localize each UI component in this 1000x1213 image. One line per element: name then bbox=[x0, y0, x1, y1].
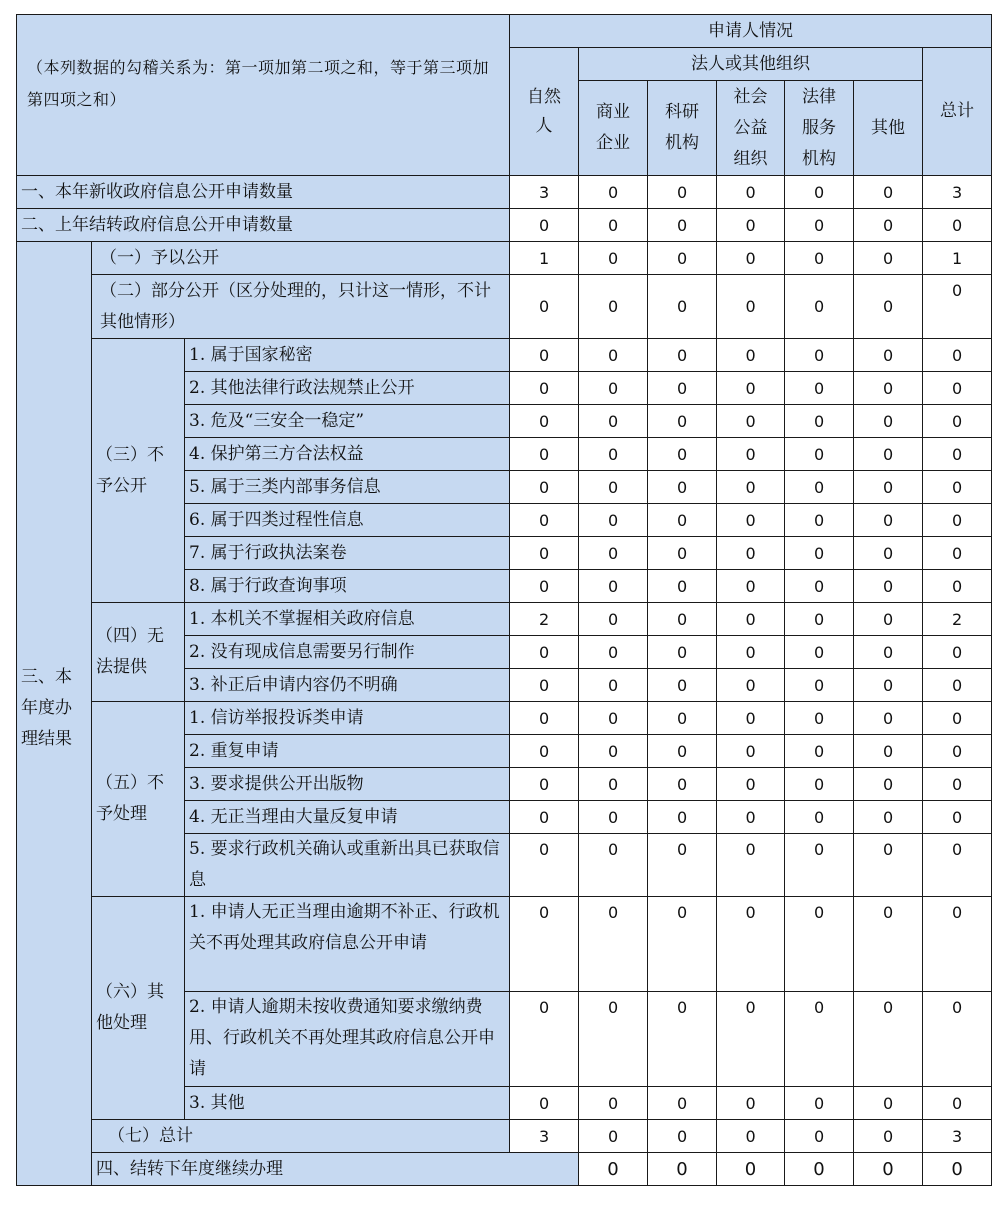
other-value: 0 bbox=[854, 992, 923, 1087]
other-value: 0 bbox=[854, 1087, 923, 1120]
business-value: 0 bbox=[579, 176, 648, 209]
natural-person-label: 自然人 bbox=[527, 86, 562, 136]
business-value: 0 bbox=[579, 992, 648, 1087]
business-value: 0 bbox=[579, 275, 648, 339]
other-header: 其他 bbox=[854, 81, 923, 176]
other-value: 0 bbox=[854, 209, 923, 242]
natural-person-value: 0 bbox=[510, 897, 579, 992]
other-value: 0 bbox=[854, 570, 923, 603]
other-value: 0 bbox=[854, 372, 923, 405]
total-header: 总计 bbox=[923, 48, 992, 176]
natural-person-value: 0 bbox=[510, 834, 579, 897]
row-label: 二、上年结转政府信息公开申请数量 bbox=[17, 209, 510, 242]
research-value: 0 bbox=[648, 603, 717, 636]
total-value: 3 bbox=[923, 1120, 992, 1153]
other-value: 0 bbox=[854, 471, 923, 504]
research-value: 0 bbox=[648, 801, 717, 834]
other-value: 0 bbox=[854, 768, 923, 801]
row-label: 1. 信访举报投诉类申请 bbox=[185, 702, 510, 735]
total-value: 0 bbox=[923, 438, 992, 471]
business-value: 0 bbox=[579, 504, 648, 537]
social-welfare-value: 0 bbox=[717, 735, 785, 768]
business-value: 0 bbox=[579, 570, 648, 603]
table-row bbox=[17, 275, 992, 339]
total-value: 0 bbox=[923, 275, 992, 339]
business-value: 0 bbox=[579, 438, 648, 471]
total-value: 0 bbox=[923, 537, 992, 570]
research-value: 0 bbox=[648, 834, 717, 897]
social-welfare-value: 0 bbox=[717, 471, 785, 504]
social-welfare-value: 0 bbox=[785, 1153, 854, 1186]
legal-service-value: 0 bbox=[785, 570, 854, 603]
natural-person-value: 0 bbox=[510, 438, 579, 471]
research-value: 0 bbox=[648, 471, 717, 504]
row-label: 3. 危及“三安全一稳定” bbox=[185, 405, 510, 438]
business-value: 0 bbox=[579, 537, 648, 570]
business-value: 0 bbox=[579, 603, 648, 636]
total-value: 1 bbox=[923, 242, 992, 275]
row-label: 4. 无正当理由大量反复申请 bbox=[185, 801, 510, 834]
legal-service-value: 0 bbox=[785, 1087, 854, 1120]
table-row bbox=[17, 897, 992, 992]
legal-service-value: 0 bbox=[785, 768, 854, 801]
other-value: 0 bbox=[854, 834, 923, 897]
group-label: （五）不予处理 bbox=[92, 702, 185, 897]
other-value: 0 bbox=[854, 176, 923, 209]
natural-person-value: 0 bbox=[510, 405, 579, 438]
research-value: 0 bbox=[648, 242, 717, 275]
legal-service-value: 0 bbox=[785, 801, 854, 834]
other-value: 0 bbox=[854, 801, 923, 834]
table-row bbox=[17, 339, 992, 372]
total-value: 2 bbox=[923, 603, 992, 636]
business-label: 商业企业 bbox=[596, 102, 631, 153]
legal-service-value: 0 bbox=[785, 735, 854, 768]
row-label: 5. 要求行政机关确认或重新出具已获取信息 bbox=[185, 834, 510, 897]
research-value: 0 bbox=[648, 1087, 717, 1120]
other-value: 0 bbox=[854, 897, 923, 992]
applicant-status-header: 申请人情况 bbox=[510, 15, 992, 48]
social-welfare-value: 0 bbox=[717, 372, 785, 405]
other-value: 0 bbox=[854, 275, 923, 339]
social-welfare-value: 0 bbox=[717, 570, 785, 603]
business-value: 0 bbox=[579, 209, 648, 242]
note-cell bbox=[17, 15, 510, 176]
legal-service-value: 0 bbox=[785, 438, 854, 471]
natural-person-value: 0 bbox=[510, 471, 579, 504]
social-welfare-value: 0 bbox=[717, 1087, 785, 1120]
row-label: （七）总计 bbox=[92, 1120, 510, 1153]
row-label: 7. 属于行政执法案卷 bbox=[185, 537, 510, 570]
natural-person-value: 0 bbox=[510, 735, 579, 768]
social-welfare-value: 0 bbox=[717, 992, 785, 1087]
legal-service-value: 0 bbox=[785, 702, 854, 735]
statistics-table bbox=[16, 14, 992, 1186]
research-value: 0 bbox=[648, 669, 717, 702]
row-label: 2. 没有现成信息需要另行制作 bbox=[185, 636, 510, 669]
other-value: 0 bbox=[854, 636, 923, 669]
research-value: 0 bbox=[648, 768, 717, 801]
business-value: 0 bbox=[648, 1153, 717, 1186]
legal-service-value: 0 bbox=[785, 176, 854, 209]
total-value: 0 bbox=[923, 209, 992, 242]
social-welfare-value: 0 bbox=[717, 275, 785, 339]
natural-person-value: 3 bbox=[510, 176, 579, 209]
social-welfare-value: 0 bbox=[717, 1120, 785, 1153]
research-value: 0 bbox=[648, 897, 717, 992]
research-value: 0 bbox=[648, 438, 717, 471]
total-value: 0 bbox=[923, 372, 992, 405]
group-label: （四）无法提供 bbox=[92, 603, 185, 702]
research-value: 0 bbox=[648, 504, 717, 537]
row-label: 3. 补正后申请内容仍不明确 bbox=[185, 669, 510, 702]
research-value: 0 bbox=[648, 735, 717, 768]
social-welfare-value: 0 bbox=[717, 669, 785, 702]
social-welfare-value: 0 bbox=[717, 504, 785, 537]
legal-person-group-header: 法人或其他组织 bbox=[579, 48, 923, 81]
legal-service-value: 0 bbox=[785, 1120, 854, 1153]
legal-service-value: 0 bbox=[785, 339, 854, 372]
other-value: 0 bbox=[854, 242, 923, 275]
legal-service-value: 0 bbox=[785, 603, 854, 636]
natural-person-value: 0 bbox=[510, 537, 579, 570]
social-welfare-value: 0 bbox=[717, 603, 785, 636]
table-row bbox=[17, 209, 992, 242]
research-value: 0 bbox=[648, 275, 717, 339]
table-row bbox=[17, 1153, 992, 1186]
other-value: 0 bbox=[854, 504, 923, 537]
research-value: 0 bbox=[648, 636, 717, 669]
social-welfare-value: 0 bbox=[717, 834, 785, 897]
natural-person-header bbox=[510, 48, 579, 176]
natural-person-value: 0 bbox=[510, 768, 579, 801]
natural-person-value: 0 bbox=[510, 209, 579, 242]
social-welfare-value: 0 bbox=[717, 176, 785, 209]
social-welfare-value: 0 bbox=[717, 209, 785, 242]
legal-service-value: 0 bbox=[785, 471, 854, 504]
table-row bbox=[17, 242, 992, 275]
row-label: 1. 属于国家秘密 bbox=[185, 339, 510, 372]
total-value: 0 bbox=[923, 992, 992, 1087]
row-label: 4. 保护第三方合法权益 bbox=[185, 438, 510, 471]
social-welfare-header bbox=[717, 81, 785, 176]
legal-service-value: 0 bbox=[785, 209, 854, 242]
natural-person-value: 0 bbox=[579, 1153, 648, 1186]
business-value: 0 bbox=[579, 1087, 648, 1120]
row-label: 8. 属于行政查询事项 bbox=[185, 570, 510, 603]
research-value: 0 bbox=[648, 537, 717, 570]
legal-service-value: 0 bbox=[785, 372, 854, 405]
business-value: 0 bbox=[579, 636, 648, 669]
natural-person-value: 0 bbox=[510, 801, 579, 834]
research-value: 0 bbox=[648, 1120, 717, 1153]
other-value: 0 bbox=[854, 405, 923, 438]
group-label: （六）其他处理 bbox=[92, 897, 185, 1120]
research-value: 0 bbox=[648, 176, 717, 209]
research-label: 科研机构 bbox=[665, 102, 700, 153]
total-value: 0 bbox=[923, 636, 992, 669]
natural-person-value: 0 bbox=[510, 669, 579, 702]
other-value: 0 bbox=[854, 702, 923, 735]
total-value: 0 bbox=[923, 570, 992, 603]
total-value: 0 bbox=[923, 504, 992, 537]
research-value: 0 bbox=[648, 405, 717, 438]
social-welfare-value: 0 bbox=[717, 636, 785, 669]
legal-service-value: 0 bbox=[785, 242, 854, 275]
natural-person-value: 0 bbox=[510, 1087, 579, 1120]
business-value: 0 bbox=[579, 242, 648, 275]
natural-person-value: 0 bbox=[510, 570, 579, 603]
natural-person-value: 3 bbox=[510, 1120, 579, 1153]
row-label: 1. 本机关不掌握相关政府信息 bbox=[185, 603, 510, 636]
total-value: 0 bbox=[923, 801, 992, 834]
social-welfare-value: 0 bbox=[717, 897, 785, 992]
total-value: 0 bbox=[923, 405, 992, 438]
other-value: 0 bbox=[854, 339, 923, 372]
research-value: 0 bbox=[648, 702, 717, 735]
table-row bbox=[17, 176, 992, 209]
row-label: 一、本年新收政府信息公开申请数量 bbox=[17, 176, 510, 209]
row-label: 5. 属于三类内部事务信息 bbox=[185, 471, 510, 504]
table-row bbox=[17, 603, 992, 636]
legal-service-label: 法律服务机构 bbox=[802, 86, 837, 169]
natural-person-value: 0 bbox=[510, 372, 579, 405]
total-value: 0 bbox=[923, 471, 992, 504]
research-value: 0 bbox=[648, 209, 717, 242]
research-value: 0 bbox=[648, 570, 717, 603]
row-label: 2. 重复申请 bbox=[185, 735, 510, 768]
business-value: 0 bbox=[579, 801, 648, 834]
section-3-label: 三、本年度办理结果 bbox=[17, 242, 92, 1186]
research-header bbox=[648, 81, 717, 176]
other-value: 0 bbox=[854, 438, 923, 471]
business-value: 0 bbox=[579, 405, 648, 438]
total-value: 0 bbox=[923, 669, 992, 702]
research-value: 0 bbox=[648, 372, 717, 405]
total-value: 0 bbox=[923, 735, 992, 768]
business-value: 0 bbox=[579, 669, 648, 702]
research-value: 0 bbox=[717, 1153, 785, 1186]
row-label: 3. 其他 bbox=[185, 1087, 510, 1120]
business-value: 0 bbox=[579, 735, 648, 768]
total-value: 0 bbox=[923, 834, 992, 897]
row-label: （二）部分公开（区分处理的，只计这一情形，不计其他情形） bbox=[92, 275, 510, 339]
legal-service-value: 0 bbox=[785, 897, 854, 992]
business-value: 0 bbox=[579, 372, 648, 405]
other-value: 0 bbox=[854, 537, 923, 570]
natural-person-value: 0 bbox=[510, 702, 579, 735]
legal-service-value: 0 bbox=[785, 834, 854, 897]
total-value: 0 bbox=[923, 1087, 992, 1120]
natural-person-value: 0 bbox=[510, 992, 579, 1087]
row-label: （一）予以公开 bbox=[92, 242, 510, 275]
natural-person-value: 1 bbox=[510, 242, 579, 275]
legal-service-value: 0 bbox=[785, 504, 854, 537]
row-label: 四、结转下年度继续办理 bbox=[92, 1153, 579, 1186]
business-value: 0 bbox=[579, 1120, 648, 1153]
research-value: 0 bbox=[648, 339, 717, 372]
business-value: 0 bbox=[579, 768, 648, 801]
natural-person-value: 0 bbox=[510, 636, 579, 669]
natural-person-value: 2 bbox=[510, 603, 579, 636]
social-welfare-value: 0 bbox=[717, 438, 785, 471]
note-text: （本列数据的勾稽关系为：第一项加第二项之和，等于第三项加第四项之和） bbox=[27, 58, 490, 109]
row-label: 2. 其他法律行政法规禁止公开 bbox=[185, 372, 510, 405]
legal-service-value: 0 bbox=[785, 669, 854, 702]
group-label: （三）不予公开 bbox=[92, 339, 185, 603]
business-value: 0 bbox=[579, 471, 648, 504]
business-value: 0 bbox=[579, 897, 648, 992]
business-header bbox=[579, 81, 648, 176]
social-welfare-value: 0 bbox=[717, 242, 785, 275]
social-welfare-value: 0 bbox=[717, 339, 785, 372]
legal-service-value: 0 bbox=[785, 636, 854, 669]
legal-service-value: 0 bbox=[785, 405, 854, 438]
legal-service-value: 0 bbox=[785, 992, 854, 1087]
business-value: 0 bbox=[579, 339, 648, 372]
social-welfare-value: 0 bbox=[717, 801, 785, 834]
social-welfare-value: 0 bbox=[717, 537, 785, 570]
other-value: 0 bbox=[854, 735, 923, 768]
total-value: 0 bbox=[923, 702, 992, 735]
natural-person-value: 0 bbox=[510, 504, 579, 537]
legal-service-header bbox=[785, 81, 854, 176]
table-row bbox=[17, 702, 992, 735]
other-value: 0 bbox=[854, 669, 923, 702]
legal-service-value: 0 bbox=[854, 1153, 923, 1186]
business-value: 0 bbox=[579, 834, 648, 897]
natural-person-value: 0 bbox=[510, 339, 579, 372]
total-value: 0 bbox=[923, 768, 992, 801]
natural-person-value: 0 bbox=[510, 275, 579, 339]
row-label: 2. 申请人逾期未按收费通知要求缴纳费用、行政机关不再处理其政府信息公开申请 bbox=[185, 992, 510, 1087]
total-value: 0 bbox=[923, 339, 992, 372]
social-welfare-label: 社会公益组织 bbox=[733, 86, 768, 169]
social-welfare-value: 0 bbox=[717, 702, 785, 735]
total-value: 3 bbox=[923, 176, 992, 209]
other-value: 0 bbox=[854, 1120, 923, 1153]
legal-service-value: 0 bbox=[785, 537, 854, 570]
other-value: 0 bbox=[854, 603, 923, 636]
row-label: 3. 要求提供公开出版物 bbox=[185, 768, 510, 801]
table-row bbox=[17, 1120, 992, 1153]
total-value: 0 bbox=[923, 897, 992, 992]
legal-service-value: 0 bbox=[785, 275, 854, 339]
other-value: 0 bbox=[923, 1153, 992, 1186]
social-welfare-value: 0 bbox=[717, 768, 785, 801]
social-welfare-value: 0 bbox=[717, 405, 785, 438]
row-label: 6. 属于四类过程性信息 bbox=[185, 504, 510, 537]
row-label: 1. 申请人无正当理由逾期不补正、行政机关不再处理其政府信息公开申请 bbox=[185, 897, 510, 992]
business-value: 0 bbox=[579, 702, 648, 735]
research-value: 0 bbox=[648, 992, 717, 1087]
